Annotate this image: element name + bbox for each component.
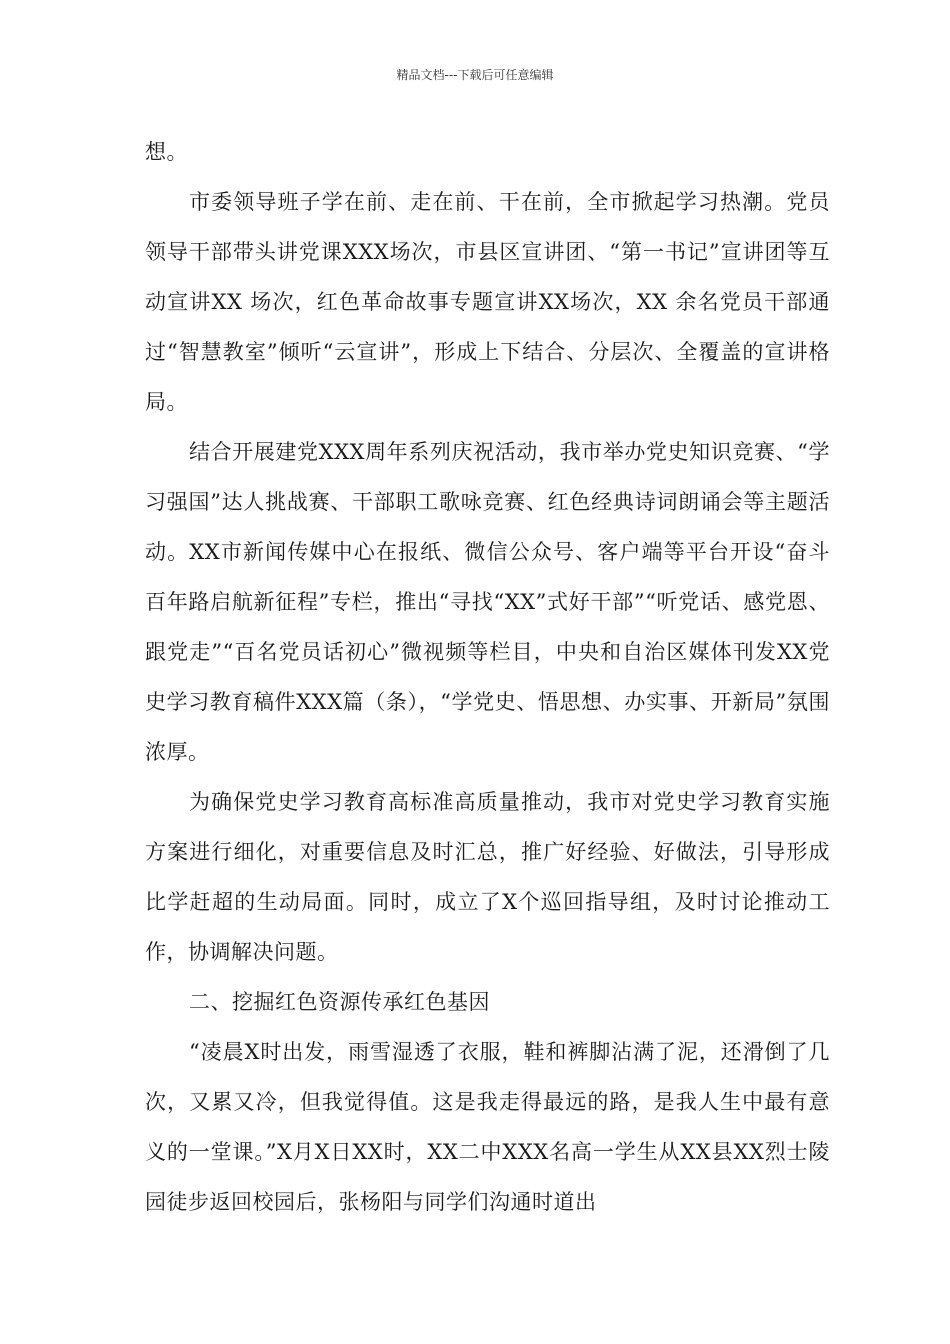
page-header: 精品文档---下载后可任意编辑 [396,68,554,82]
paragraph: 市委领导班子学在前、走在前、干在前，全市掀起学习热潮。党员领导干部带头讲党课XXX场次，市县区宣讲团、“第一书记”宣讲团等互动宣讲XX 场次，红色革命故事专题宣讲XX场次，XX 余名党员干部通过“智慧教室”倾听“云宣讲”，形成上下结合、分层次、全覆盖的宣讲格局。 [145,190,830,414]
paragraph: “凌晨X时出发，雨雪湿透了衣服，鞋和裤脚沾满了泥，还滑倒了几次，又累又冷，但我觉得值。这是我走得最远的路，是我人生中最有意义的一堂课。”X月X日XX时，XX二中XXX名高一学生从XX县XX烈士陵园徒步返回校园后，张杨阳与同学们沟通时道出 [145,1040,830,1214]
paragraph: 结合开展建党XXX周年系列庆祝活动，我市举办党史知识竞赛、“学习强国”达人挑战赛、干部职工歌咏竞赛、红色经典诗词朗诵会等主题活动。XX市新闻传媒中心在报纸、微信公众号、客户端等平台开设“奋斗百年路启航新征程”专栏，推出“寻找“XX”式好干部”“听党话、感党恩、跟党走”“百名党员话初心”微视频等栏目，中央和自治区媒体刊发XX党史学习教育稿件XXX篇（条），“学党史、悟思想、办实事、开新局”氛围浓厚。 [145,440,830,764]
document-body [145,127,830,1227]
section-heading: 二、挖掘红色资源传承红色基因 [189,990,490,1014]
paragraph: 为确保党史学习教育高标准高质量推动，我市对党史学习教育实施方案进行细化，对重要信息及时汇总，推广好经验、好做法，引导形成比学赶超的生动局面。同时，成立了X个巡回指导组，及时讨论推动工作，协调解决问题。 [145,790,830,964]
paragraph-continuation: 想。 [145,140,188,164]
